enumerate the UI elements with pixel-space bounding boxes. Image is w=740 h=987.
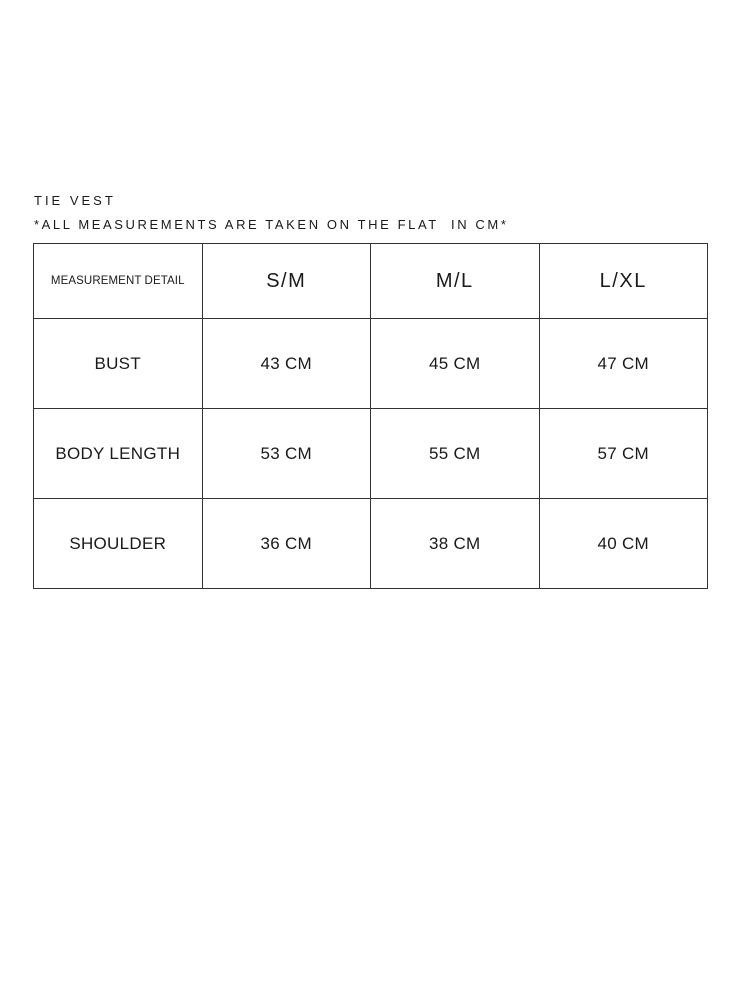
table-cell: 45 CM	[371, 319, 540, 409]
column-header-size: S/M	[202, 244, 371, 319]
measurement-note: *ALL MEASUREMENTS ARE TAKEN ON THE FLAT IN CM*	[34, 217, 509, 232]
column-header-size: L/XL	[539, 244, 708, 319]
table-cell: 57 CM	[539, 409, 708, 499]
table-cell: 53 CM	[202, 409, 371, 499]
table-row	[34, 499, 708, 589]
column-header-measurement-detail: MEASUREMENT DETAIL	[34, 244, 203, 319]
row-label: BUST	[34, 319, 203, 409]
table-cell: 55 CM	[371, 409, 540, 499]
table-header-row	[34, 244, 708, 319]
page-title: TIE VEST	[34, 193, 116, 208]
row-label: BODY LENGTH	[34, 409, 203, 499]
size-chart-table	[33, 243, 708, 589]
table-row	[34, 319, 708, 409]
table-cell: 38 CM	[371, 499, 540, 589]
row-label: SHOULDER	[34, 499, 203, 589]
table-cell: 40 CM	[539, 499, 708, 589]
table-cell: 43 CM	[202, 319, 371, 409]
table-cell: 47 CM	[539, 319, 708, 409]
column-header-size: M/L	[371, 244, 540, 319]
table-cell: 36 CM	[202, 499, 371, 589]
table-row	[34, 409, 708, 499]
